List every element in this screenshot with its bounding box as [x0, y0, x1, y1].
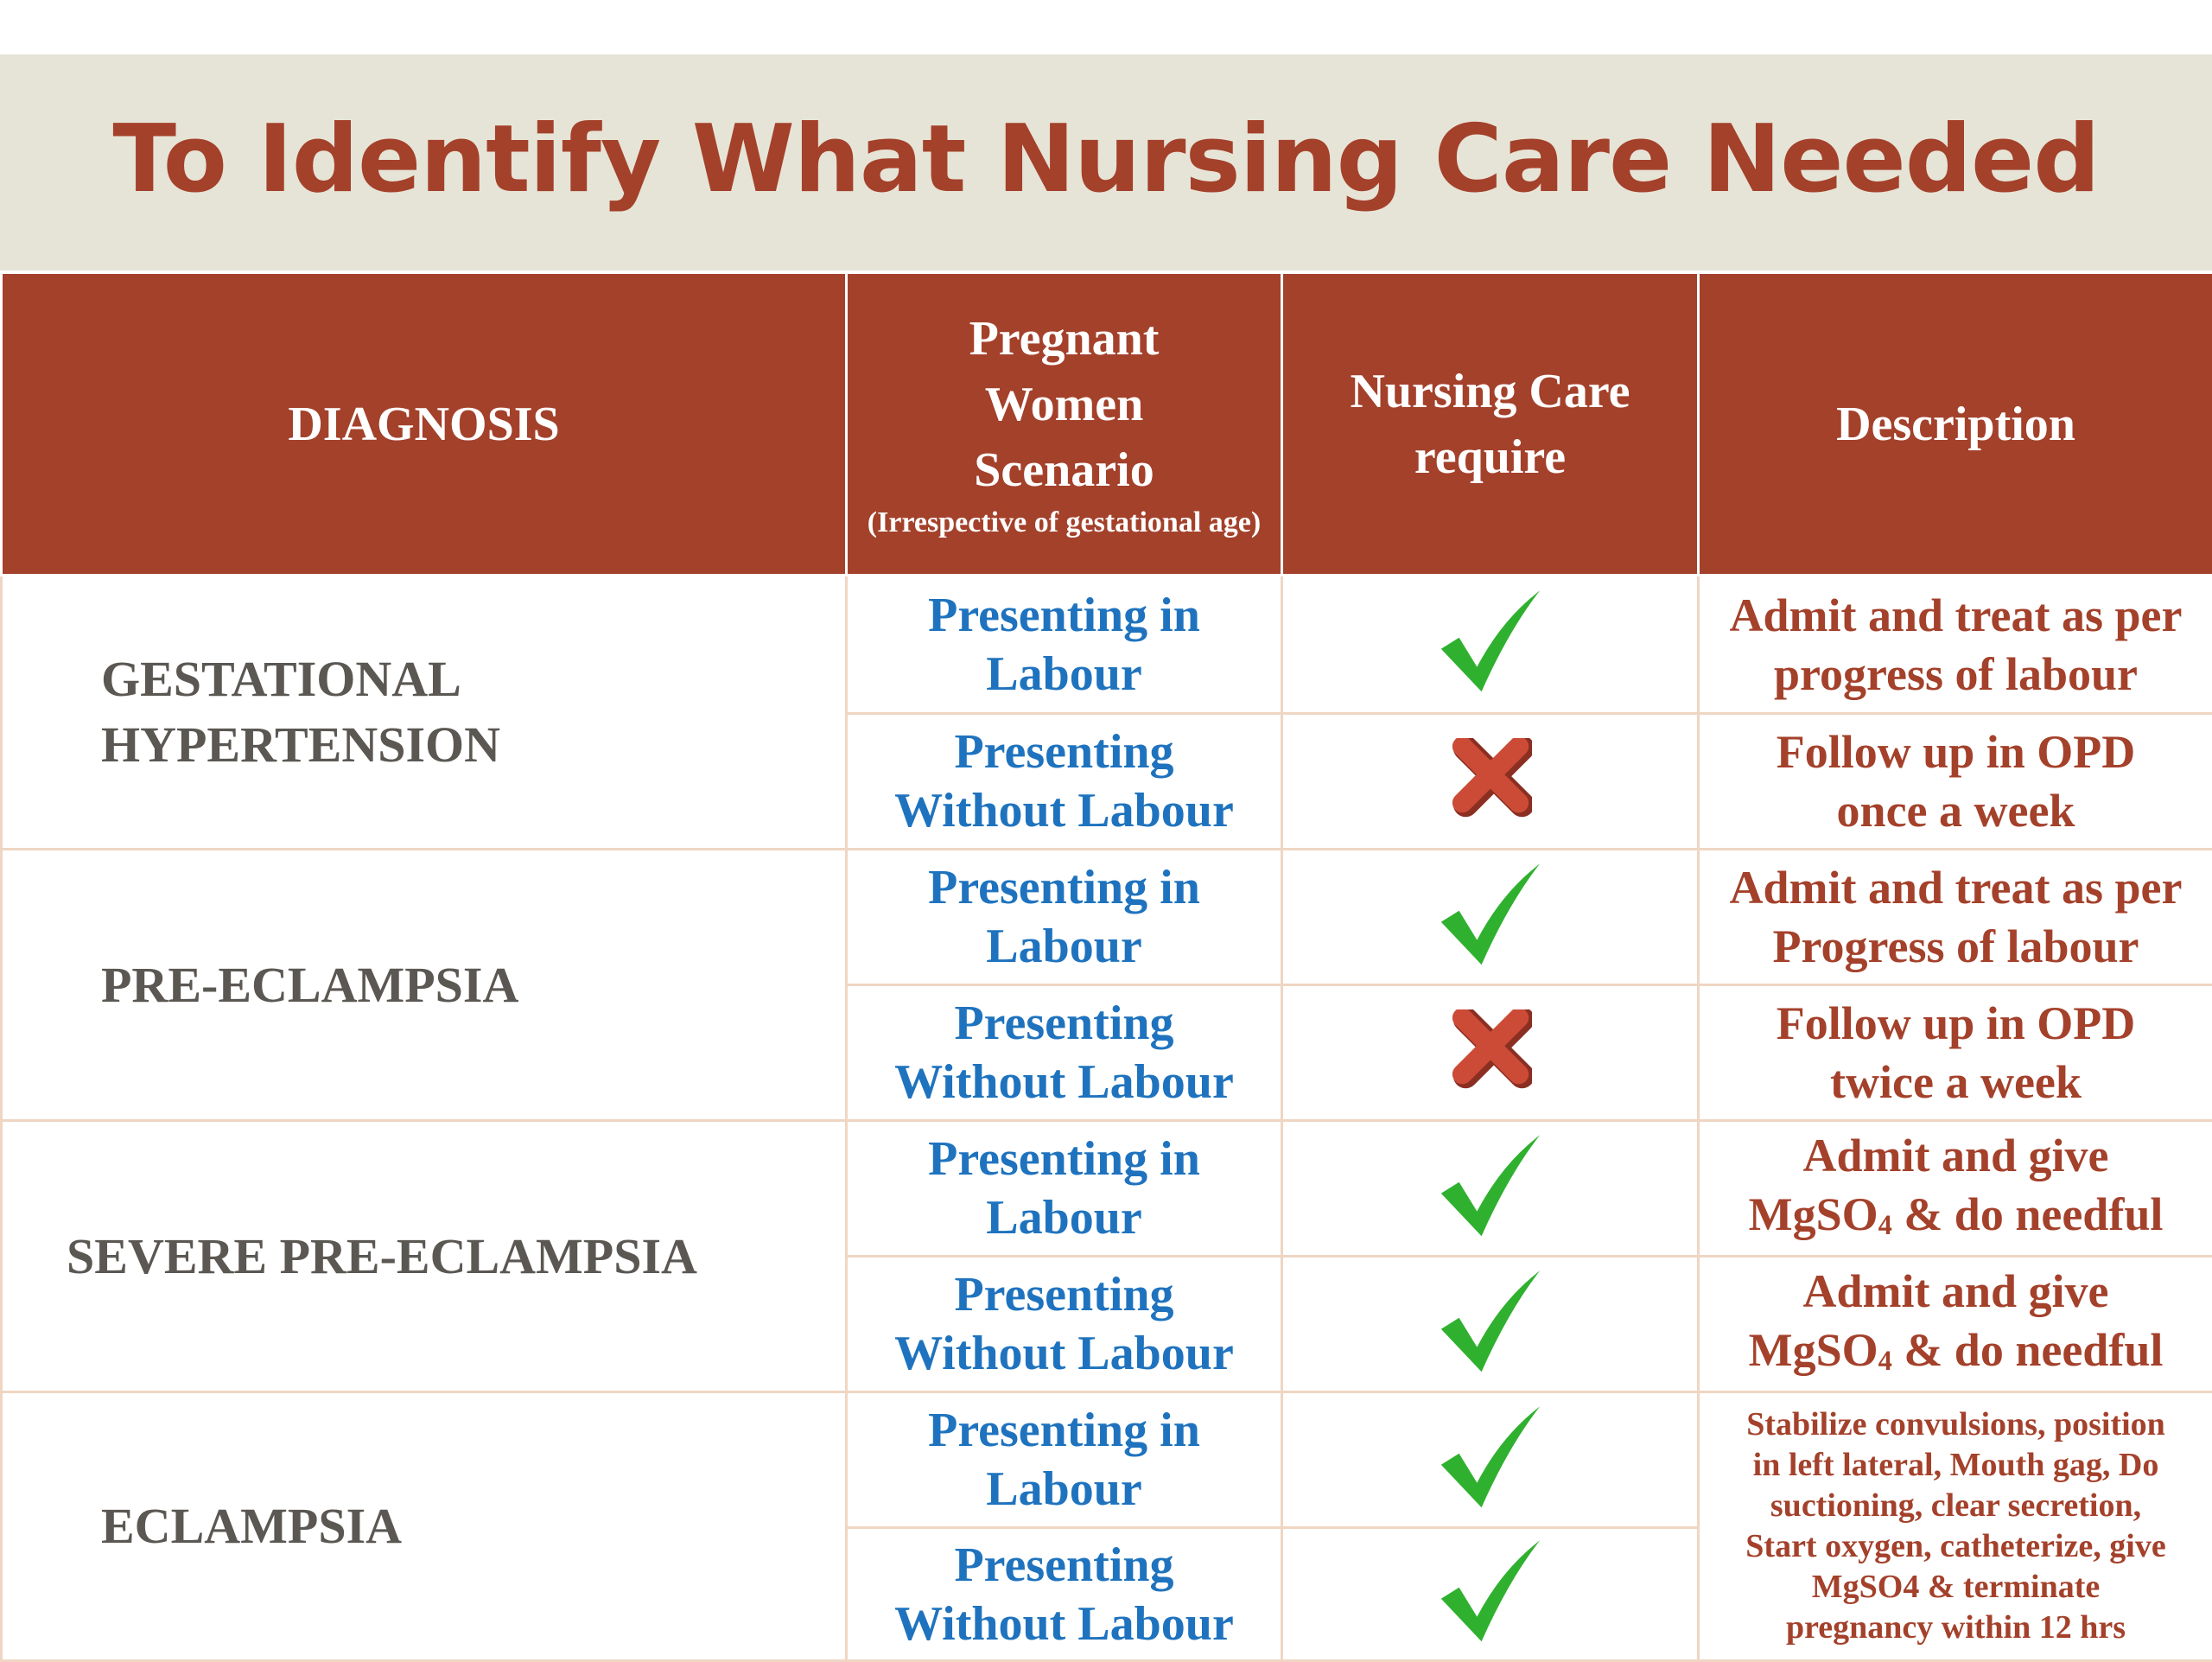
care-cell [1282, 985, 1699, 1121]
scenario-cell: Presenting Without Labour [847, 714, 1282, 850]
scenario-cell: Presenting in Labour [847, 1392, 1282, 1528]
nursing-care-table [0, 271, 2212, 1662]
diagnosis-cell: SEVERE PRE-ECLAMPSIA [2, 1121, 847, 1392]
scenario-cell: Presenting in Labour [847, 1121, 1282, 1257]
scenario-cell: Presenting Without Labour [847, 1257, 1282, 1392]
scenario-cell: Presenting in Labour [847, 576, 1282, 714]
header-nursing-care: Nursing Care require [1282, 273, 1699, 576]
care-cell [1282, 1257, 1699, 1392]
care-cell [1282, 850, 1699, 985]
table-row [2, 576, 2212, 714]
scenario-cell: Presenting in Labour [847, 850, 1282, 985]
care-cell [1282, 576, 1699, 714]
header-row [2, 273, 2212, 576]
description-cell: Admit and give MgSO$_4$ & do needful [1699, 1121, 2212, 1257]
check-icon [1434, 1536, 1547, 1648]
check-icon [1434, 586, 1547, 698]
diagnosis-cell: GESTATIONAL HYPERTENSION [2, 576, 847, 850]
header-diagnosis: DIAGNOSIS [2, 273, 847, 576]
table-row [2, 1392, 2212, 1528]
scenario-cell: Presenting Without Labour [847, 1528, 1282, 1661]
description-cell: Admit and treat as per Progress of labour [1699, 850, 2212, 985]
description-cell: Stabilize convulsions, position in left lateral, Mouth gag, Do suctioning, clear secretion, Start oxygen, catheterize, give MgSO4 & terminate pregnancy within 12 hrs [1699, 1392, 2212, 1661]
care-cell [1282, 714, 1699, 850]
check-icon [1434, 1402, 1547, 1514]
check-icon [1434, 1130, 1547, 1243]
diagnosis-cell: ECLAMPSIA [2, 1392, 847, 1661]
description-cell: Follow up in OPD once a week [1699, 714, 2212, 850]
description-cell: Admit and give MgSO$_4$ & do needful [1699, 1257, 2212, 1392]
cross-icon [1449, 738, 1532, 821]
scenario-cell: Presenting Without Labour [847, 985, 1282, 1121]
cross-icon [1449, 1009, 1532, 1092]
check-icon [1434, 859, 1547, 971]
header-description: Description [1699, 273, 2212, 576]
table-row [2, 850, 2212, 985]
page-title: To Identify What Nursing Care Needed [0, 95, 2212, 225]
check-icon [1434, 1266, 1547, 1379]
care-cell [1282, 1528, 1699, 1661]
diagnosis-cell: PRE-ECLAMPSIA [2, 850, 847, 1121]
care-cell [1282, 1392, 1699, 1528]
care-cell [1282, 1121, 1699, 1257]
header-scenario-note: (Irrespective of gestational age) [856, 503, 1272, 543]
table-row [2, 1121, 2212, 1257]
description-cell: Admit and treat as per progress of labour [1699, 576, 2212, 714]
description-cell: Follow up in OPD twice a week [1699, 985, 2212, 1121]
header-scenario: Pregnant Women Scenario (Irrespective of gestational age) [847, 273, 1282, 576]
